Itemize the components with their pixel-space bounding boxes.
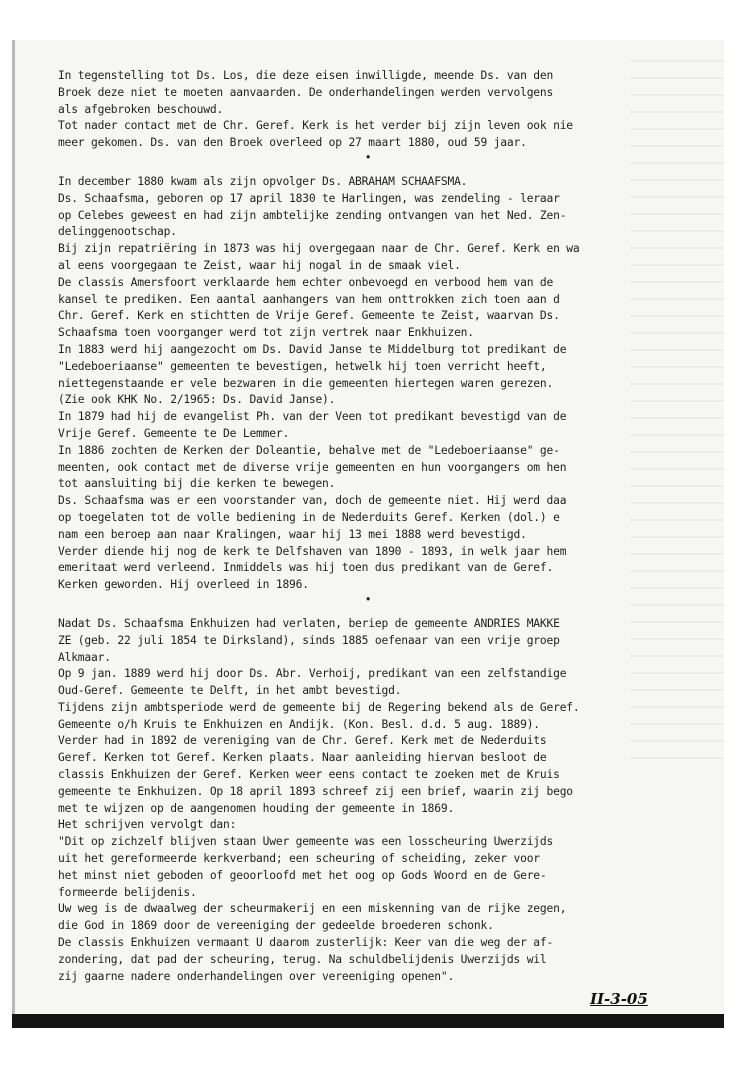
paragraph-broek xyxy=(58,68,723,152)
text-line: In 1879 had hij de evangelist Ph. van der Veen tot predikant bevestigd van de xyxy=(58,410,567,424)
text-line: niettegenstaande er vele bezwaren in die gemeenten hiertegen waren gerezen. xyxy=(58,376,554,390)
paragraph-makkenze xyxy=(58,616,723,986)
text-line: Verder had in 1892 de vereniging van de Chr. Geref. Kerk met de Nederduits xyxy=(58,734,547,748)
page-reference: II-3-05 xyxy=(590,990,648,1008)
separator-dot: • xyxy=(364,150,372,164)
text-line: zij gaarne nadere onderhandelingen over vereeniging openen". xyxy=(58,969,455,983)
text-line: In 1886 zochten de Kerken der Doleantie, behalve met de "Ledeboeriaanse" ge- xyxy=(58,443,560,457)
text-line: Broek deze niet te moeten aanvaarden. De onderhandelingen werden vervolgens xyxy=(58,85,554,99)
scan-bottom-border xyxy=(12,1014,724,1028)
text-line: Ds. Schaafsma was er een voorstander van, doch de gemeente niet. Hij werd daa xyxy=(58,494,567,508)
text-line: "Dit op zichzelf blijven staan Uwer gemeente was een losscheuring Uwerzijds xyxy=(58,835,554,849)
text-line: Bij zijn repatriëring in 1873 was hij overgegaan naar de Chr. Geref. Kerk en wa xyxy=(58,242,580,256)
text-line: met te wijzen op de aangenomen houding der gemeente in 1869. xyxy=(58,801,455,815)
text-line: (Zie ook KHK No. 2/1965: Ds. David Janse). xyxy=(58,393,336,407)
text-line: uit het gereformeerde kerkverband; een scheuring of scheiding, zeker voor xyxy=(58,852,540,866)
text-line: In tegenstelling tot Ds. Los, die deze eisen inwilligde, meende Ds. van den xyxy=(58,69,554,82)
text-line: al eens voorgegaan te Zeist, waar hij nogal in de smaak viel. xyxy=(58,258,461,272)
text-line: die God in 1869 door de vereeniging der gedeelde broederen schonk. xyxy=(58,919,494,933)
text-line: op Celebes geweest en had zijn ambtelijke zending ontvangen van het Ned. Zen- xyxy=(58,208,567,222)
text-line: Geref. Kerken tot Geref. Kerken plaats. Naar aanleiding hiervan besloot de xyxy=(58,751,547,765)
text-line: Ds. Schaafsma, geboren op 17 april 1830 te Harlingen, was zendeling - leraar xyxy=(58,191,560,205)
text-line: Tot nader contact met de Chr. Geref. Kerk is het verder bij zijn leven ook nie xyxy=(58,119,573,133)
page-left-edge xyxy=(12,40,15,1025)
text-line: Op 9 jan. 1889 werd hij door Ds. Abr. Verhoij, predikant van een zelfstandige xyxy=(58,667,567,681)
text-line: Vrije Geref. Gemeente te De Lemmer. xyxy=(58,426,290,440)
document-body xyxy=(58,68,723,985)
text-line: Alkmaar. xyxy=(58,650,111,664)
text-line: Verder diende hij nog de kerk te Delfshaven van 1890 - 1893, in welk jaar hem xyxy=(58,544,567,558)
text-line: Gemeente o/h Kruis te Enkhuizen en Andijk. (Kon. Besl. d.d. 5 aug. 1889). xyxy=(58,717,540,731)
text-line: "Ledeboeriaanse" gemeenten te bevestigen, hetwelk hij toen verricht heeft, xyxy=(58,359,547,373)
paragraph-schaafsma xyxy=(58,174,723,594)
text-line: De classis Amersfoort verklaarde hem echter onbevoegd en verbood hem van de xyxy=(58,275,554,289)
text-line: nam een beroep aan naar Kralingen, waar hij 13 mei 1888 werd bevestigd. xyxy=(58,527,527,541)
text-line: Kerken geworden. Hij overleed in 1896. xyxy=(58,578,309,592)
text-line: Nadat Ds. Schaafsma Enkhuizen had verlaten, beriep de gemeente ANDRIES MAKKE xyxy=(58,616,560,630)
text-line: zondering, dat pad der scheuring, terug. Na schuldbelijdenis Uwerzijds wil xyxy=(58,952,547,966)
text-line: op toegelaten tot de volle bediening in de Nederduits Geref. Kerken (dol.) e xyxy=(58,510,560,524)
text-line: kansel te prediken. Een aantal aanhangers van hem onttrokken zich toen aan d xyxy=(58,292,560,306)
text-line: het minst niet geboden of geoorloofd met het oog op Gods Woord en de Gere- xyxy=(58,868,547,882)
text-line: tot aansluiting bij die kerken te bewegen. xyxy=(58,477,336,491)
text-line: Oud-Geref. Gemeente te Delft, in het ambt bevestigd. xyxy=(58,684,402,698)
text-line: Schaafsma toen voorganger werd tot zijn vertrek naar Enkhuizen. xyxy=(58,326,474,340)
text-line: emeritaat werd verleend. Inmiddels was hij toen dus predikant van de Geref. xyxy=(58,561,554,575)
text-line: Het schrijven vervolgt dan: xyxy=(58,818,237,832)
text-line: In december 1880 kwam als zijn opvolger Ds. ABRAHAM SCHAAFSMA. xyxy=(58,174,468,188)
text-line: De classis Enkhuizen vermaant U daarom zusterlijk: Keer van die weg der af- xyxy=(58,936,554,950)
text-line: meer gekomen. Ds. van den Broek overleed op 27 maart 1880, oud 59 jaar. xyxy=(58,136,527,150)
text-line: meenten, ook contact met de diverse vrije gemeenten en hun voorgangers om hen xyxy=(58,460,567,474)
text-line: Uw weg is de dwaalweg der scheurmakerij en een miskenning van de rijke zegen, xyxy=(58,902,567,916)
text-line: ZE (geb. 22 juli 1854 te Dirksland), sinds 1885 oefenaar van een vrije groep xyxy=(58,633,560,647)
text-line: formeerde belijdenis. xyxy=(58,885,197,899)
text-line: Chr. Geref. Kerk en stichtten de Vrije Geref. Gemeente te Zeist, waarvan Ds. xyxy=(58,309,560,323)
text-line: In 1883 werd hij aangezocht om Ds. David Janse te Middelburg tot predikant de xyxy=(58,342,567,356)
text-line: classis Enkhuizen der Geref. Kerken weer eens contact te zoeken met de Kruis xyxy=(58,768,560,782)
text-line: gemeente te Enkhuizen. Op 18 april 1893 schreef zij een brief, waarin zij bego xyxy=(58,784,573,798)
text-line: als afgebroken beschouwd. xyxy=(58,102,224,116)
text-line: delinggenootschap. xyxy=(58,225,177,239)
separator-dot: • xyxy=(364,592,372,606)
text-line: Tijdens zijn ambtsperiode werd de gemeente bij de Regering bekend als de Geref. xyxy=(58,700,580,714)
